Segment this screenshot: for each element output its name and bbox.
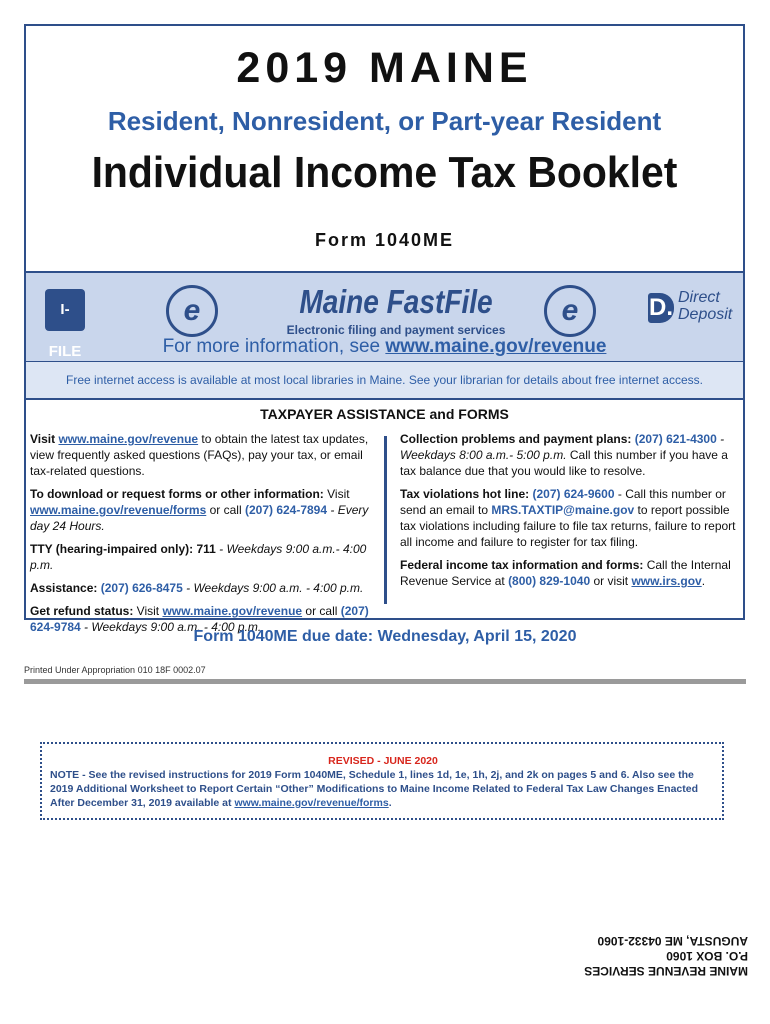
address-line-2: P.O. BOX 1060 bbox=[666, 949, 748, 963]
federal-paragraph: Federal income tax information and forms: Call the Internal Revenue Service at (800) 829-1040 or visit www.irs.gov. bbox=[400, 558, 731, 588]
collection-paragraph: Collection problems and payment plans: (207) 621-4300 - Weekdays 8:00 a.m.- 5:00 p.m. Call this number if you have a tax balance due that you would like to resolve. bbox=[400, 432, 728, 478]
tty-paragraph: TTY (hearing-impaired only): 711 - Weekdays 9:00 a.m.- 4:00 p.m. bbox=[30, 542, 367, 572]
direct-deposit-logo bbox=[648, 289, 733, 333]
efile-logo-icon: e bbox=[166, 285, 218, 337]
due-date: Form 1040ME due date: Wednesday, April 15, 2020 bbox=[193, 628, 577, 645]
refund-phone: (207) 624-9784 bbox=[30, 604, 369, 634]
forms-phone: (207) 624-7894 bbox=[244, 503, 328, 517]
revision-notice bbox=[40, 742, 724, 820]
violations-phone: (207) 624-9600 bbox=[532, 487, 615, 501]
forms-link[interactable]: www.maine.gov/revenue/forms bbox=[30, 503, 207, 517]
horizontal-rule bbox=[24, 679, 746, 684]
revision-forms-link[interactable]: www.maine.gov/revenue/forms bbox=[234, 797, 389, 809]
refund-paragraph: Get refund status: Visit www.maine.gov/revenue or call (207) 624-9784 - Weekdays 9:00 a.m. - 4:00 p.m. bbox=[30, 604, 369, 634]
assistance-heading: TAXPAYER ASSISTANCE and FORMS bbox=[260, 406, 509, 422]
revision-text: NOTE - See the revised instructions for 2019 Form 1040ME, Schedule 1, lines 1d, 1e, 1h, 2j, and 2k on pages 5 and 6. Also see the 2019 Additional Worksheet to Report Certain “Other” Modifications to Maine Income Related to Federal Tax Law Changes Enacted After December 31, 2019 available at www.maine.gov/revenue/forms. bbox=[50, 769, 699, 809]
assistance-phone: (207) 626-8475 bbox=[100, 581, 183, 595]
direct-deposit-text: Direct Deposit bbox=[678, 289, 733, 323]
irs-phone: (800) 829-1040 bbox=[508, 574, 591, 588]
download-paragraph: To download or request forms or other information: Visit www.maine.gov/revenue/forms or call (207) 624-7894 - Every day 24 Hours. bbox=[30, 487, 369, 533]
residency-subtitle: Resident, Nonresident, or Part-year Resident bbox=[107, 106, 662, 136]
free-access-note: Free internet access is available at most local libraries in Maine. See your librarian for details about free internet access. bbox=[26, 361, 743, 400]
assistance-right-column bbox=[400, 431, 740, 596]
fastfile-logo bbox=[276, 283, 516, 337]
refund-link[interactable]: www.maine.gov/revenue bbox=[162, 604, 303, 618]
address-line-1: MAINE REVENUE SERVICES bbox=[584, 964, 748, 978]
revised-label: REVISED - JUNE 2020 bbox=[328, 755, 438, 767]
visit-revenue-link[interactable]: www.maine.gov/revenue bbox=[58, 432, 199, 446]
ifile-logo-icon: I-FILE bbox=[45, 289, 85, 331]
more-info bbox=[26, 336, 743, 358]
revenue-link[interactable]: www.maine.gov/revenue bbox=[385, 336, 607, 357]
assistance-left-column bbox=[30, 431, 375, 642]
irs-link[interactable]: www.irs.gov bbox=[631, 574, 702, 588]
column-divider bbox=[384, 436, 387, 604]
form-number: Form 1040ME bbox=[314, 230, 455, 250]
cover-frame bbox=[24, 24, 745, 634]
mailing-address bbox=[538, 933, 748, 978]
epay-logo-icon: e bbox=[544, 285, 596, 337]
booklet-title: Individual Income Tax Booklet bbox=[91, 148, 678, 197]
taxtip-email-link[interactable]: MRS.TAXTIP@maine.gov bbox=[491, 503, 635, 517]
collection-phone: (207) 621-4300 bbox=[634, 432, 717, 446]
more-info-text: For more information, see bbox=[162, 336, 386, 357]
visit-paragraph: Visit www.maine.gov/revenue to obtain the latest tax updates, view frequently asked questions (FAQs), pay your tax, or email tax-related questions. bbox=[30, 432, 369, 478]
printed-appropriation: Printed Under Appropriation 010 18F 0002.07 bbox=[24, 665, 206, 675]
assistance-paragraph: Assistance: (207) 626-8475 - Weekdays 9:00 a.m. - 4:00 p.m. bbox=[30, 581, 364, 595]
direct-deposit-icon: D. bbox=[649, 294, 673, 321]
violations-paragraph: Tax violations hot line: (207) 624-9600 - Call this number or send an email to MRS.TAXTIP@maine.gov to report possible tax violations including failure to file tax returns, failure to report all income and failure to register for tax filing. bbox=[400, 487, 736, 549]
fastfile-tagline: Electronic filing and payment services bbox=[286, 323, 506, 337]
page-title: 2019 MAINE bbox=[236, 44, 533, 92]
address-line-3: AUGUSTA, ME 04332-1060 bbox=[597, 934, 748, 948]
fastfile-name: Maine FastFile bbox=[299, 283, 493, 320]
